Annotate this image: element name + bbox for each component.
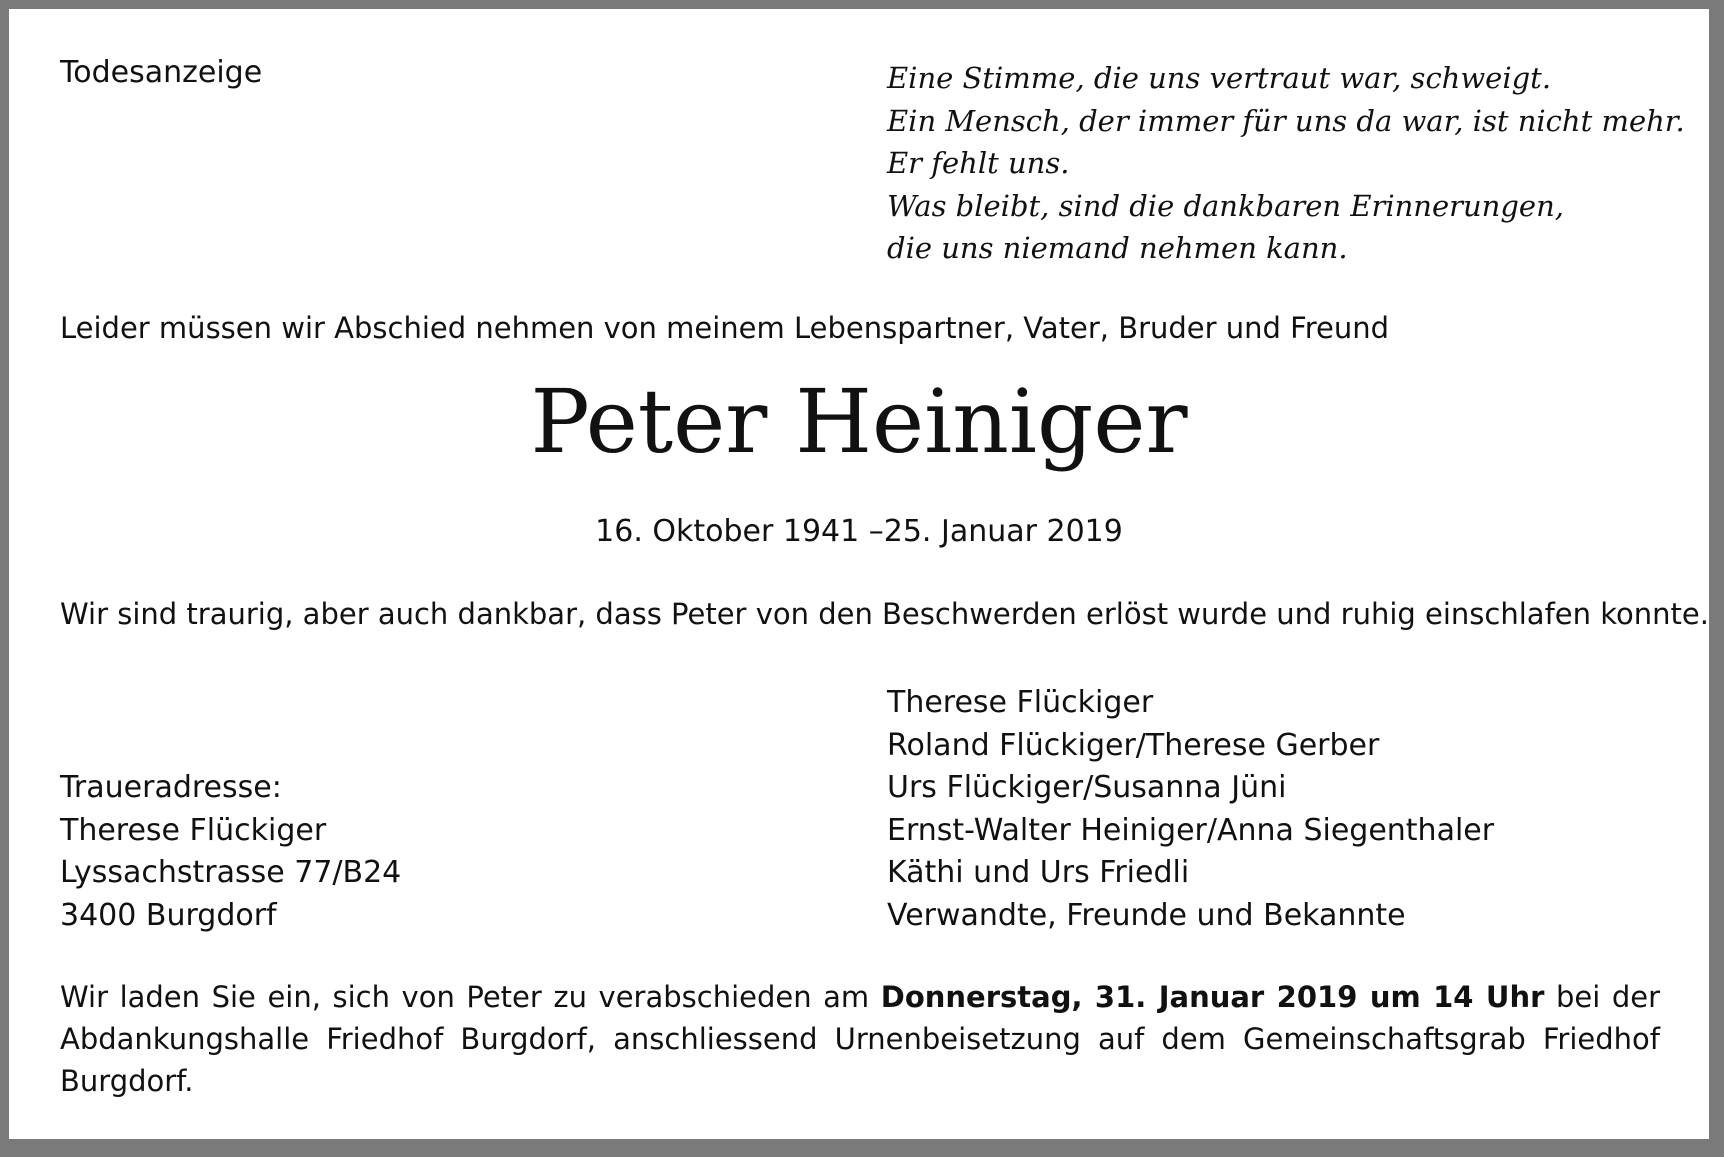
mourner-line: Ernst-Walter Heiniger/Anna Siegenthaler	[887, 812, 1495, 848]
poem-line: Ein Mensch, der immer für uns da war, ist nicht mehr.	[887, 103, 1685, 138]
deceased-name: Peter Heiniger	[530, 370, 1188, 473]
mourner-line: Verwandte, Freunde und Bekannte	[887, 897, 1406, 933]
mourners-list	[887, 682, 1494, 937]
address-line: Lyssachstrasse 77/B24	[60, 855, 402, 890]
address-line: Therese Flückiger	[60, 812, 327, 848]
poem-line: Eine Stimme, die uns vertraut war, schweigt.	[887, 61, 1552, 95]
mourning-address	[60, 767, 401, 937]
invitation-location: bei der Abdankungshalle Friedhof Burgdorf, anschliessend Urnenbeisetzung auf dem Gemeinschaftsgrab Friedhof Burgdorf.	[60, 980, 1660, 1098]
thanks-text: Wir sind traurig, aber auch dankbar, dass Peter von den Beschwerden erlöst wurde und ruhig einschlafen konnte.	[60, 597, 1709, 631]
invitation-text: Wir laden Sie ein, sich von Peter zu verabschieden am	[60, 980, 881, 1014]
mourner-line: Roland Flückiger/Therese Gerber	[887, 727, 1380, 763]
life-dates: 16. Oktober 1941 –25. Januar 2019	[595, 514, 1123, 549]
address-label: Traueradresse:	[60, 770, 282, 805]
intro-text: Leider müssen wir Abschied nehmen von meinem Lebenspartner, Vater, Bruder und Freund	[60, 311, 1390, 345]
mourner-line: Urs Flückiger/Susanna Jüni	[887, 770, 1287, 805]
poem-line: die uns niemand nehmen kann.	[887, 231, 1348, 265]
mourner-line: Therese Flückiger	[887, 685, 1154, 720]
poem-line: Er fehlt uns.	[887, 146, 1070, 180]
poem-line: Was bleibt, sind die dankbaren Erinnerungen,	[887, 188, 1564, 223]
invitation-date-time: Donnerstag, 31. Januar 2019 um 14 Uhr	[880, 980, 1545, 1014]
funeral-invitation	[60, 976, 1660, 1102]
memorial-poem	[887, 57, 1685, 270]
obituary-card	[9, 9, 1709, 1139]
notice-kicker: Todesanzeige	[60, 55, 263, 90]
mourner-line: Käthi und Urs Friedli	[887, 855, 1190, 890]
address-line: 3400 Burgdorf	[60, 897, 277, 933]
